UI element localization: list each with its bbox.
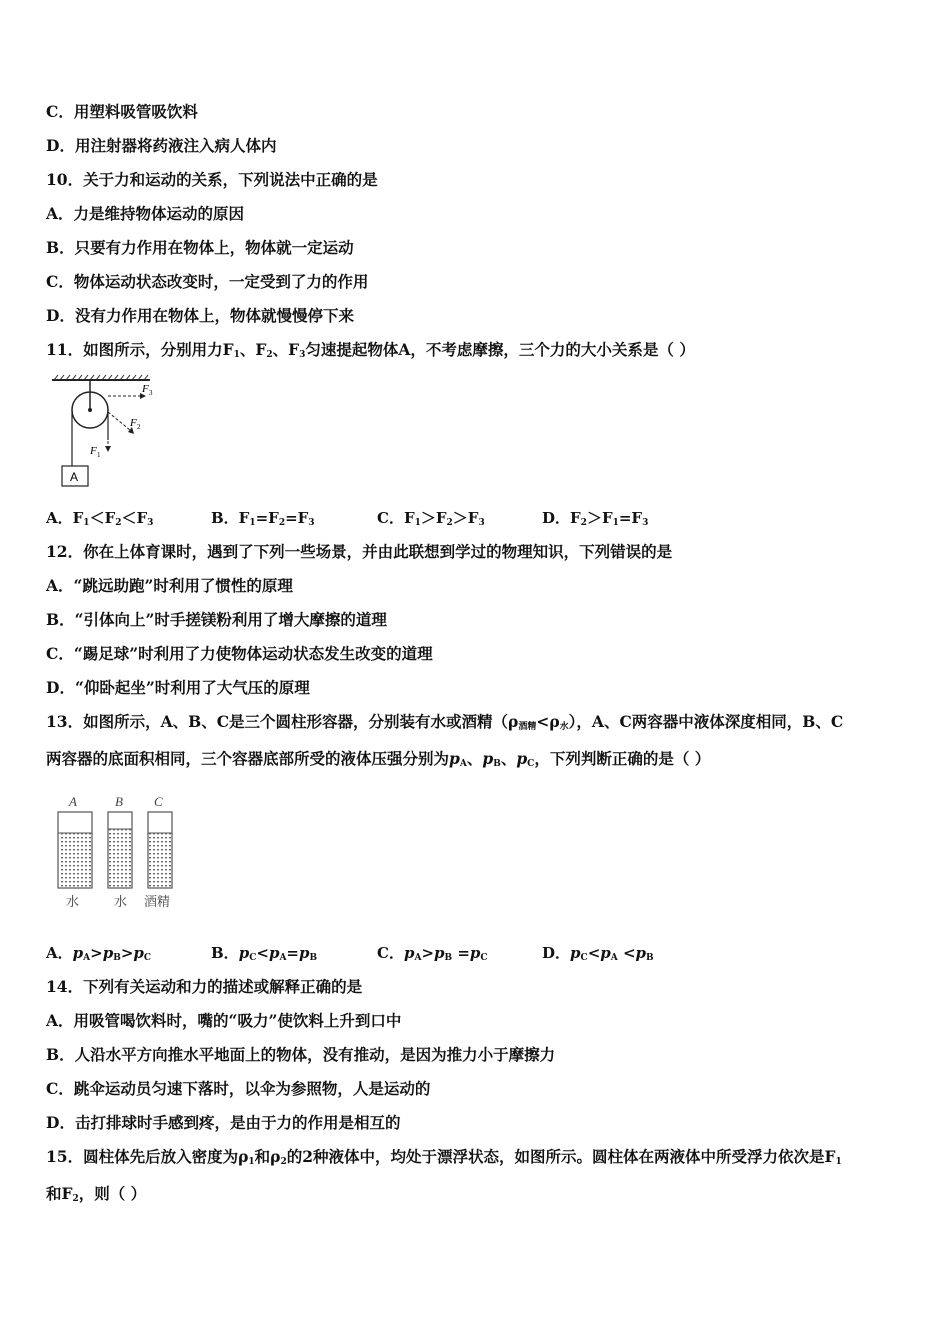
svg-text:2: 2 bbox=[137, 423, 141, 431]
q10-option-d: D．没有力作用在物体上，物体就慢慢停下来 bbox=[46, 306, 354, 325]
q13-stem-line2: 两容器的底面积相同，三个容器底部所受的液体压强分别为$p_A$、$p_B$、$p_C$，下列判断正确的是（ ） bbox=[46, 749, 711, 769]
q13-option-a: A．$p_A>p_B>p_C$ bbox=[46, 944, 152, 963]
q10-option-a: A．力是维持物体运动的原因 bbox=[46, 204, 245, 223]
q14-option-c: C．跳伞运动员匀速下落时，以伞为参照物，人是运动的 bbox=[46, 1079, 431, 1098]
q11-option-a: A．$F_1<F_2<F_3$ bbox=[46, 509, 154, 528]
q12-stem: 12．你在上体育课时，遇到了下列一些场景，并由此联想到学过的物理知识，下列错误的是 bbox=[46, 542, 673, 561]
svg-text:水: 水 bbox=[114, 895, 128, 910]
q11-option-b: B．$F_1=F_2=F_3$ bbox=[211, 509, 315, 528]
svg-text:A: A bbox=[70, 470, 79, 484]
q13-option-d: D．$p_C<p_A <p_B$ bbox=[542, 944, 654, 963]
q10-option-c: C．物体运动状态改变时，一定受到了力的作用 bbox=[46, 272, 369, 291]
q12-option-a: A．“跳远助跑”时利用了惯性的原理 bbox=[46, 576, 293, 595]
q13-option-c: C．$p_A>p_B =p_C$ bbox=[377, 944, 488, 963]
q9-option-d: D．用注射器将药液注入病人体内 bbox=[46, 136, 277, 155]
q11-option-d: D．$F_2>F_1=F_3$ bbox=[542, 509, 649, 528]
q14-option-d: D．击打排球时手感到疼，是由于力的作用是相互的 bbox=[46, 1113, 401, 1132]
svg-text:C: C bbox=[154, 794, 163, 809]
q15-stem-line1: 15．圆柱体先后放入密度为$\rho_1$和$\rho_2$的2种液体中，均处于漂浮状态，如图所示。圆柱体在两液体中所受浮力依次是$F_1$ bbox=[46, 1147, 842, 1167]
q14-option-a: A．用吸管喝饮料时，嘴的“吸力”使饮料上升到口中 bbox=[46, 1011, 402, 1030]
q10-stem: 10．关于力和运动的关系，下列说法中正确的是 bbox=[46, 170, 378, 189]
q15-stem-line2: 和$F_2$，则（ ） bbox=[46, 1184, 147, 1204]
q12-option-d: D．“仰卧起坐”时利用了大气压的原理 bbox=[46, 678, 310, 697]
svg-text:F: F bbox=[90, 445, 97, 457]
q9-option-c: C．用塑料吸管吸饮料 bbox=[46, 102, 198, 121]
svg-text:F: F bbox=[130, 417, 137, 429]
svg-text:F: F bbox=[142, 383, 149, 395]
q11-option-c: C．$F_1>F_2>F_3$ bbox=[377, 509, 485, 528]
svg-text:水: 水 bbox=[66, 895, 80, 910]
q12-option-b: B．“引体向上”时手搓镁粉利用了增大摩擦的道理 bbox=[46, 610, 387, 629]
q13-option-b: B．$p_C<p_A=p_B$ bbox=[211, 944, 318, 963]
containers-figure bbox=[44, 792, 194, 914]
q13-stem-line1: 13．如图所示，A、B、C是三个圆柱形容器，分别装有水或酒精$(\rho_{酒精}<\rho_水)$，A、C两容器中液体深度相同，B、C bbox=[46, 712, 844, 732]
q11-stem: 11．如图所示，分别用力$F_1$、$F_2$、$F_3$匀速提起物体A，不考虑摩擦，三个力的大小关系是（ ） bbox=[46, 340, 695, 360]
svg-text:A: A bbox=[69, 794, 77, 809]
q14-stem: 14．下列有关运动和力的描述或解释正确的是 bbox=[46, 977, 363, 996]
svg-text:酒精: 酒精 bbox=[144, 895, 171, 910]
q12-option-c: C．“踢足球”时利用了力使物体运动状态发生改变的道理 bbox=[46, 644, 433, 663]
q14-option-b: B．人沿水平方向推水平地面上的物体，没有推动，是因为推力小于摩擦力 bbox=[46, 1045, 556, 1064]
svg-text:B: B bbox=[115, 794, 123, 809]
q10-option-b: B．只要有力作用在物体上，物体就一定运动 bbox=[46, 238, 354, 257]
svg-text:3: 3 bbox=[149, 389, 153, 397]
pulley-figure bbox=[44, 372, 160, 496]
svg-text:1: 1 bbox=[97, 451, 101, 459]
